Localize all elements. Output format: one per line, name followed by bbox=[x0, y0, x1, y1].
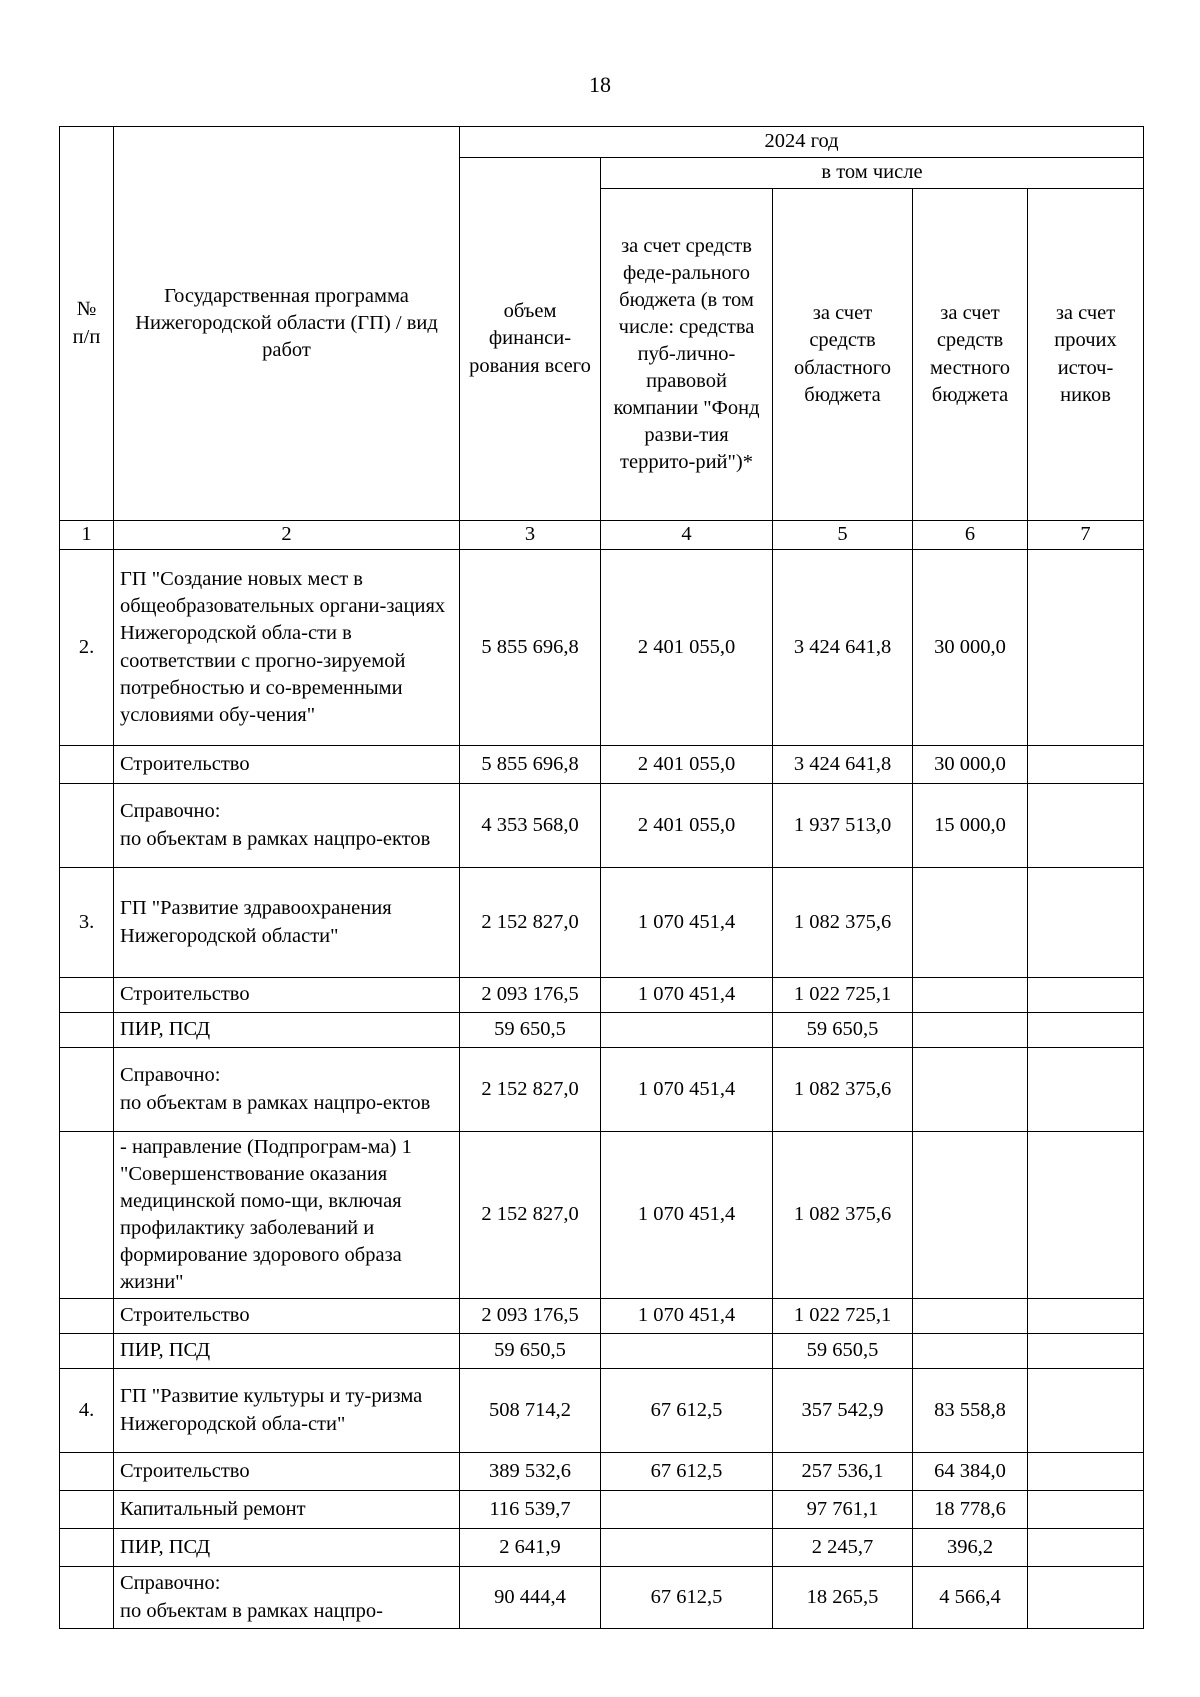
header-year: 2024 год bbox=[460, 127, 1144, 158]
cell-local: 396,2 bbox=[913, 1529, 1028, 1567]
cell-regional: 59 650,5 bbox=[773, 1334, 913, 1369]
table-row bbox=[60, 1299, 1144, 1334]
col-number: 2 bbox=[114, 521, 460, 550]
cell-name: Строительство bbox=[114, 746, 460, 784]
cell-other bbox=[1028, 978, 1144, 1013]
cell-other bbox=[1028, 550, 1144, 746]
cell-name: Строительство bbox=[114, 978, 460, 1013]
cell-federal: 2 401 055,0 bbox=[601, 784, 773, 868]
cell-num: 2. bbox=[60, 550, 114, 746]
cell-federal bbox=[601, 1013, 773, 1048]
cell-federal: 1 070 451,4 bbox=[601, 868, 773, 978]
cell-local bbox=[913, 868, 1028, 978]
cell-name: Справочно: по объектам в рамках нацпро- bbox=[114, 1567, 460, 1629]
cell-other bbox=[1028, 1529, 1144, 1567]
cell-regional: 357 542,9 bbox=[773, 1369, 913, 1453]
cell-name: Справочно: по объектам в рамках нацпро-ектов bbox=[114, 784, 460, 868]
cell-federal: 1 070 451,4 bbox=[601, 1132, 773, 1299]
table-row bbox=[60, 1369, 1144, 1453]
cell-num bbox=[60, 1491, 114, 1529]
cell-name: Справочно: по объектам в рамках нацпро-ектов bbox=[114, 1048, 460, 1132]
table-row bbox=[60, 1132, 1144, 1299]
cell-total: 2 641,9 bbox=[460, 1529, 601, 1567]
cell-num: 4. bbox=[60, 1369, 114, 1453]
financing-table bbox=[59, 126, 1144, 1629]
cell-name: Строительство bbox=[114, 1453, 460, 1491]
cell-regional: 2 245,7 bbox=[773, 1529, 913, 1567]
cell-name: ГП "Создание новых мест в общеобразовательных органи-зациях Нижегородской обла-сти в соответствии с прогно-зируемой потребностью и со-временными условиями обу-чения" bbox=[114, 550, 460, 746]
column-numbers-row bbox=[60, 521, 1144, 550]
cell-num bbox=[60, 1529, 114, 1567]
cell-total: 2 152 827,0 bbox=[460, 868, 601, 978]
cell-federal: 2 401 055,0 bbox=[601, 746, 773, 784]
cell-regional: 1 022 725,1 bbox=[773, 1299, 913, 1334]
page-number: 18 bbox=[589, 72, 611, 97]
col-number: 7 bbox=[1028, 521, 1144, 550]
cell-other bbox=[1028, 1369, 1144, 1453]
cell-name: - направление (Подпрограм-ма) 1 "Совершенствование оказания медицинской помо-щи, включая профилактику заболеваний и формирование здорового образа жизни" bbox=[114, 1132, 460, 1299]
cell-num bbox=[60, 1567, 114, 1629]
table-row bbox=[60, 978, 1144, 1013]
cell-name: ГП "Развитие культуры и ту-ризма Нижегородской обла-сти" bbox=[114, 1369, 460, 1453]
cell-regional: 59 650,5 bbox=[773, 1013, 913, 1048]
col-number: 4 bbox=[601, 521, 773, 550]
cell-federal bbox=[601, 1529, 773, 1567]
cell-name: ПИР, ПСД bbox=[114, 1529, 460, 1567]
cell-num bbox=[60, 1299, 114, 1334]
table-row bbox=[60, 1529, 1144, 1567]
col-number: 3 bbox=[460, 521, 601, 550]
table-row bbox=[60, 1567, 1144, 1629]
table-row bbox=[60, 1453, 1144, 1491]
cell-federal: 67 612,5 bbox=[601, 1453, 773, 1491]
cell-total: 389 532,6 bbox=[460, 1453, 601, 1491]
cell-local: 30 000,0 bbox=[913, 746, 1028, 784]
header-other: за счет прочих источ-ников bbox=[1028, 189, 1144, 521]
table-row bbox=[60, 1013, 1144, 1048]
cell-other bbox=[1028, 746, 1144, 784]
cell-total: 508 714,2 bbox=[460, 1369, 601, 1453]
table-body bbox=[60, 550, 1144, 1629]
cell-other bbox=[1028, 1299, 1144, 1334]
cell-total: 5 855 696,8 bbox=[460, 746, 601, 784]
cell-num: 3. bbox=[60, 868, 114, 978]
cell-regional: 1 082 375,6 bbox=[773, 868, 913, 978]
cell-federal: 2 401 055,0 bbox=[601, 550, 773, 746]
cell-other bbox=[1028, 784, 1144, 868]
header-total: объем финанси-рования всего bbox=[460, 158, 601, 521]
cell-local: 64 384,0 bbox=[913, 1453, 1028, 1491]
cell-federal: 67 612,5 bbox=[601, 1369, 773, 1453]
cell-regional: 18 265,5 bbox=[773, 1567, 913, 1629]
cell-local: 18 778,6 bbox=[913, 1491, 1028, 1529]
cell-local bbox=[913, 1299, 1028, 1334]
table-row bbox=[60, 1491, 1144, 1529]
cell-other bbox=[1028, 1453, 1144, 1491]
col-number: 5 bbox=[773, 521, 913, 550]
cell-total: 2 093 176,5 bbox=[460, 978, 601, 1013]
cell-federal bbox=[601, 1491, 773, 1529]
header-local: за счет средств местного бюджета bbox=[913, 189, 1028, 521]
cell-regional: 1 082 375,6 bbox=[773, 1132, 913, 1299]
cell-name: Капитальный ремонт bbox=[114, 1491, 460, 1529]
header-program: Государственная программа Нижегородской области (ГП) / вид работ bbox=[114, 127, 460, 521]
header-including: в том числе bbox=[601, 158, 1144, 189]
cell-other bbox=[1028, 1048, 1144, 1132]
cell-name: Строительство bbox=[114, 1299, 460, 1334]
cell-other bbox=[1028, 1567, 1144, 1629]
table-row bbox=[60, 784, 1144, 868]
cell-total: 59 650,5 bbox=[460, 1334, 601, 1369]
cell-num bbox=[60, 978, 114, 1013]
cell-total: 90 444,4 bbox=[460, 1567, 601, 1629]
cell-local bbox=[913, 1334, 1028, 1369]
cell-num bbox=[60, 1048, 114, 1132]
cell-num bbox=[60, 1453, 114, 1491]
cell-local bbox=[913, 1132, 1028, 1299]
table-header bbox=[60, 127, 1144, 550]
header-federal: за счет средств феде-рального бюджета (в том числе: средства пуб-лично-правовой компании "Фонд разви-тия террито-рий")* bbox=[601, 189, 773, 521]
cell-total: 2 152 827,0 bbox=[460, 1132, 601, 1299]
cell-federal: 67 612,5 bbox=[601, 1567, 773, 1629]
header-regional: за счет средств областного бюджета bbox=[773, 189, 913, 521]
header-num: № п/п bbox=[60, 127, 114, 521]
cell-num bbox=[60, 1013, 114, 1048]
cell-federal: 1 070 451,4 bbox=[601, 1299, 773, 1334]
cell-num bbox=[60, 1334, 114, 1369]
cell-local: 4 566,4 bbox=[913, 1567, 1028, 1629]
cell-num bbox=[60, 1132, 114, 1299]
cell-total: 2 093 176,5 bbox=[460, 1299, 601, 1334]
table-row bbox=[60, 746, 1144, 784]
cell-federal bbox=[601, 1334, 773, 1369]
cell-federal: 1 070 451,4 bbox=[601, 978, 773, 1013]
cell-num bbox=[60, 784, 114, 868]
cell-local: 15 000,0 bbox=[913, 784, 1028, 868]
cell-regional: 1 082 375,6 bbox=[773, 1048, 913, 1132]
cell-name: ПИР, ПСД bbox=[114, 1334, 460, 1369]
cell-regional: 97 761,1 bbox=[773, 1491, 913, 1529]
cell-other bbox=[1028, 1491, 1144, 1529]
cell-other bbox=[1028, 868, 1144, 978]
cell-local bbox=[913, 978, 1028, 1013]
cell-federal: 1 070 451,4 bbox=[601, 1048, 773, 1132]
cell-total: 116 539,7 bbox=[460, 1491, 601, 1529]
cell-name: ПИР, ПСД bbox=[114, 1013, 460, 1048]
cell-local bbox=[913, 1048, 1028, 1132]
cell-total: 2 152 827,0 bbox=[460, 1048, 601, 1132]
table-row bbox=[60, 550, 1144, 746]
cell-regional: 257 536,1 bbox=[773, 1453, 913, 1491]
cell-local: 83 558,8 bbox=[913, 1369, 1028, 1453]
col-number: 1 bbox=[60, 521, 114, 550]
cell-num bbox=[60, 746, 114, 784]
cell-total: 5 855 696,8 bbox=[460, 550, 601, 746]
cell-regional: 3 424 641,8 bbox=[773, 550, 913, 746]
cell-total: 59 650,5 bbox=[460, 1013, 601, 1048]
cell-other bbox=[1028, 1013, 1144, 1048]
table-row bbox=[60, 1048, 1144, 1132]
cell-other bbox=[1028, 1132, 1144, 1299]
cell-local bbox=[913, 1013, 1028, 1048]
table-row bbox=[60, 868, 1144, 978]
cell-regional: 3 424 641,8 bbox=[773, 746, 913, 784]
cell-total: 4 353 568,0 bbox=[460, 784, 601, 868]
cell-regional: 1 937 513,0 bbox=[773, 784, 913, 868]
cell-name: ГП "Развитие здравоохранения Нижегородской области" bbox=[114, 868, 460, 978]
cell-other bbox=[1028, 1334, 1144, 1369]
cell-regional: 1 022 725,1 bbox=[773, 978, 913, 1013]
col-number: 6 bbox=[913, 521, 1028, 550]
table-row bbox=[60, 1334, 1144, 1369]
cell-local: 30 000,0 bbox=[913, 550, 1028, 746]
